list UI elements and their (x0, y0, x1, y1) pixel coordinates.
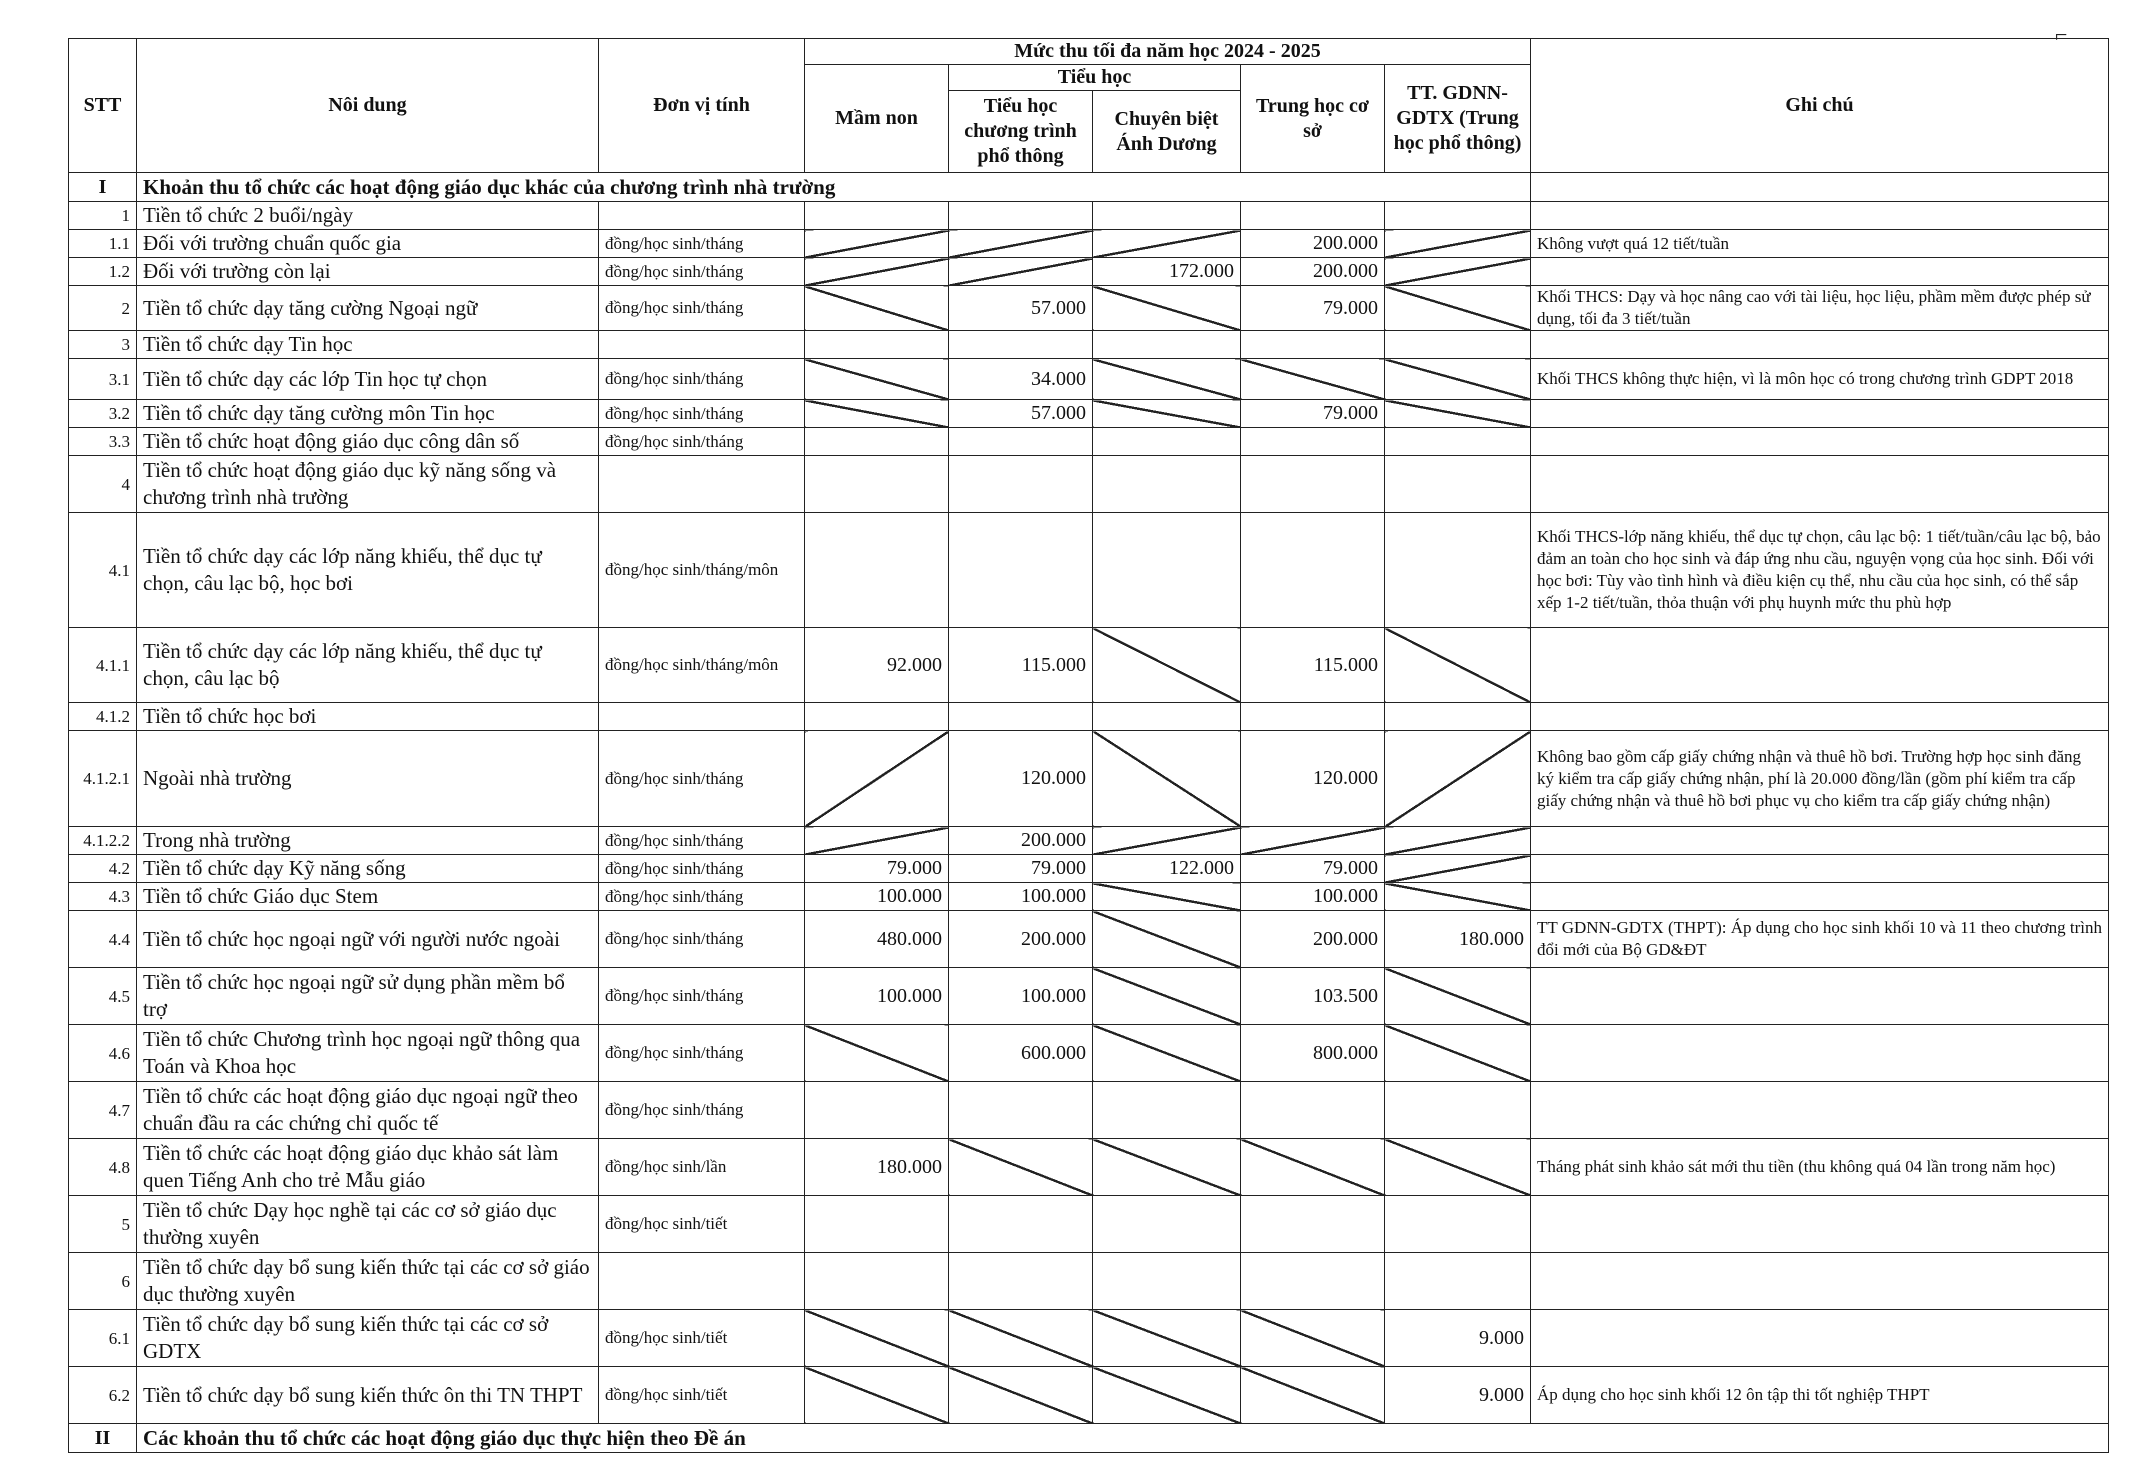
fee-cell-th (949, 202, 1093, 230)
row-unit: đồng/học sinh/tháng (599, 400, 805, 428)
row-note (1531, 1082, 2109, 1139)
table-row (69, 1139, 2109, 1196)
fee-cell-cb (1093, 1082, 1241, 1139)
row-note (1531, 1310, 2109, 1367)
fee-cell-mn (805, 258, 949, 286)
fee-cell-mn (805, 428, 949, 456)
row-stt: 4.3 (69, 883, 137, 911)
fee-cell-thcs (1241, 513, 1385, 628)
section-stt: II (69, 1424, 137, 1453)
row-unit: đồng/học sinh/tiết (599, 1196, 805, 1253)
fee-cell-mn: 100.000 (805, 968, 949, 1025)
row-note (1531, 703, 2109, 731)
row-note (1531, 258, 2109, 286)
table-row (69, 731, 2109, 827)
row-note: TT GDNN-GDTX (THPT): Áp dụng cho học sinh khối 10 và 11 theo chương trình đổi mới của Bộ GD&ĐT (1531, 911, 2109, 968)
fee-cell-thcs: 79.000 (1241, 286, 1385, 331)
fee-cell-gd (1385, 428, 1531, 456)
header-gdnn: TT. GDNN-GDTX (Trung học phổ thông) (1385, 65, 1531, 173)
row-unit: đồng/học sinh/tháng (599, 911, 805, 968)
row-stt: 6 (69, 1253, 137, 1310)
row-unit: đồng/học sinh/tháng/môn (599, 628, 805, 703)
section-row (69, 1424, 2109, 1453)
header-max-fee: Mức thu tối đa năm học 2024 - 2025 (805, 39, 1531, 65)
fee-cell-gd (1385, 286, 1531, 331)
fee-cell-th (949, 331, 1093, 359)
fee-cell-mn (805, 703, 949, 731)
table-row (69, 1082, 2109, 1139)
fee-cell-thcs: 79.000 (1241, 400, 1385, 428)
row-content: Tiền tổ chức dạy các lớp năng khiếu, thể dục tự chọn, câu lạc bộ (137, 628, 599, 703)
row-note: Áp dụng cho học sinh khối 12 ôn tập thi tốt nghiệp THPT (1531, 1367, 2109, 1424)
row-unit: đồng/học sinh/tháng (599, 731, 805, 827)
fee-cell-thcs (1241, 827, 1385, 855)
table-row (69, 359, 2109, 400)
row-stt: 3.1 (69, 359, 137, 400)
row-stt: 2 (69, 286, 137, 331)
row-stt: 3 (69, 331, 137, 359)
fee-cell-th: 57.000 (949, 400, 1093, 428)
section-stt: I (69, 173, 137, 202)
table-row (69, 400, 2109, 428)
fee-cell-th: 79.000 (949, 855, 1093, 883)
fee-cell-th (949, 1253, 1093, 1310)
fee-cell-mn (805, 456, 949, 513)
fee-cell-mn (805, 1253, 949, 1310)
fee-cell-th (949, 513, 1093, 628)
header-content: Nôi dung (137, 39, 599, 173)
fee-cell-thcs (1241, 1310, 1385, 1367)
row-note (1531, 1253, 2109, 1310)
row-unit (599, 456, 805, 513)
fee-cell-gd: 9.000 (1385, 1310, 1531, 1367)
table-body (69, 173, 2109, 1453)
fee-cell-cb (1093, 628, 1241, 703)
fee-cell-th: 115.000 (949, 628, 1093, 703)
fee-cell-cb (1093, 1196, 1241, 1253)
table-header (69, 39, 2109, 173)
fee-cell-thcs (1241, 428, 1385, 456)
row-unit: đồng/học sinh/tháng (599, 855, 805, 883)
fee-cell-cb (1093, 827, 1241, 855)
table-row (69, 855, 2109, 883)
row-unit (599, 703, 805, 731)
row-unit: đồng/học sinh/tiết (599, 1367, 805, 1424)
fee-cell-cb (1093, 1025, 1241, 1082)
fee-cell-thcs (1241, 1082, 1385, 1139)
row-stt: 4.8 (69, 1139, 137, 1196)
fee-cell-mn: 100.000 (805, 883, 949, 911)
fee-cell-mn (805, 286, 949, 331)
fee-cell-gd (1385, 230, 1531, 258)
row-content: Đối với trường chuẩn quốc gia (137, 230, 599, 258)
header-unit: Đơn vị tính (599, 39, 805, 173)
fee-cell-cb (1093, 1310, 1241, 1367)
fee-cell-thcs (1241, 331, 1385, 359)
table-row (69, 628, 2109, 703)
table-row (69, 703, 2109, 731)
row-unit (599, 1253, 805, 1310)
fee-cell-gd (1385, 628, 1531, 703)
fee-cell-cb (1093, 883, 1241, 911)
fee-cell-mn (805, 1310, 949, 1367)
fee-cell-gd (1385, 827, 1531, 855)
table-row (69, 911, 2109, 968)
row-stt: 4.1 (69, 513, 137, 628)
row-content: Tiền tổ chức các hoạt động giáo dục ngoại ngữ theo chuẩn đầu ra các chứng chỉ quốc tế (137, 1082, 599, 1139)
section-note-cell (1531, 173, 2109, 202)
fee-cell-gd (1385, 331, 1531, 359)
row-note (1531, 1196, 2109, 1253)
fee-cell-gd (1385, 456, 1531, 513)
row-stt: 5 (69, 1196, 137, 1253)
fee-cell-mn (805, 513, 949, 628)
fee-cell-gd (1385, 513, 1531, 628)
table-row (69, 1310, 2109, 1367)
fee-cell-th: 120.000 (949, 731, 1093, 827)
row-content: Tiền tổ chức học bơi (137, 703, 599, 731)
fee-cell-cb (1093, 968, 1241, 1025)
fee-cell-gd (1385, 359, 1531, 400)
fee-cell-cb (1093, 400, 1241, 428)
fee-cell-th (949, 703, 1093, 731)
table-row (69, 1025, 2109, 1082)
row-note (1531, 827, 2109, 855)
header-primary-general: Tiểu học chương trình phổ thông (949, 91, 1093, 173)
fee-cell-gd: 180.000 (1385, 911, 1531, 968)
fee-cell-gd (1385, 1082, 1531, 1139)
row-note: Khối THCS-lớp năng khiếu, thể dục tự chọn, câu lạc bộ: 1 tiết/tuần/câu lạc bộ, bảo đảm an toàn cho học sinh và đáp ứng nhu cầu, nguyện vọng của học sinh. Đối với học bơi: Tùy vào tình hình và điều kiện cụ thể, nhu cầu của học sinh, có thể sắp xếp 1-2 tiết/tuần, thỏa thuận với phụ huynh mức thu phù hợp (1531, 513, 2109, 628)
row-stt: 4.5 (69, 968, 137, 1025)
row-unit: đồng/học sinh/tháng (599, 883, 805, 911)
fee-cell-gd (1385, 883, 1531, 911)
fee-cell-mn: 480.000 (805, 911, 949, 968)
header-secondary: Trung học cơ sở (1241, 65, 1385, 173)
fee-cell-gd (1385, 731, 1531, 827)
fee-cell-mn: 180.000 (805, 1139, 949, 1196)
table-row (69, 202, 2109, 230)
header-preschool: Mầm non (805, 65, 949, 173)
fee-cell-thcs: 200.000 (1241, 230, 1385, 258)
row-note (1531, 331, 2109, 359)
row-note (1531, 968, 2109, 1025)
fee-cell-th (949, 230, 1093, 258)
row-note (1531, 428, 2109, 456)
row-content: Đối với trường còn lại (137, 258, 599, 286)
fee-cell-gd (1385, 1025, 1531, 1082)
row-unit: đồng/học sinh/tháng (599, 230, 805, 258)
fee-cell-mn (805, 1082, 949, 1139)
fee-cell-mn: 92.000 (805, 628, 949, 703)
row-unit: đồng/học sinh/tháng (599, 286, 805, 331)
fee-cell-th: 200.000 (949, 911, 1093, 968)
fee-cell-thcs: 79.000 (1241, 855, 1385, 883)
fee-cell-thcs: 800.000 (1241, 1025, 1385, 1082)
row-note: Khối THCS: Dạy và học nâng cao với tài liệu, học liệu, phầm mềm được phép sử dụng, tối đa 3 tiết/tuần (1531, 286, 2109, 331)
row-unit: đồng/học sinh/tháng (599, 827, 805, 855)
row-unit: đồng/học sinh/tháng (599, 258, 805, 286)
fee-cell-thcs (1241, 1367, 1385, 1424)
row-content: Tiền tổ chức dạy các lớp Tin học tự chọn (137, 359, 599, 400)
row-stt: 3.3 (69, 428, 137, 456)
row-stt: 4.1.2.1 (69, 731, 137, 827)
corner-mark: ⌐ (2055, 22, 2068, 47)
fee-cell-gd (1385, 703, 1531, 731)
fee-cell-thcs: 200.000 (1241, 258, 1385, 286)
fee-cell-cb (1093, 359, 1241, 400)
fee-cell-th: 600.000 (949, 1025, 1093, 1082)
fee-cell-mn (805, 1367, 949, 1424)
row-content: Tiền tổ chức hoạt động giáo dục kỹ năng sống và chương trình nhà trường (137, 456, 599, 513)
table-row (69, 1367, 2109, 1424)
fee-cell-th: 57.000 (949, 286, 1093, 331)
fee-cell-cb (1093, 703, 1241, 731)
fee-cell-cb (1093, 1139, 1241, 1196)
fee-cell-cb (1093, 513, 1241, 628)
row-unit: đồng/học sinh/tiết (599, 1310, 805, 1367)
row-content: Tiền tổ chức Dạy học nghề tại các cơ sở giáo dục thường xuyên (137, 1196, 599, 1253)
table-row (69, 230, 2109, 258)
header-note: Ghi chú (1531, 39, 2109, 173)
row-content: Tiền tổ chức hoạt động giáo dục công dân số (137, 428, 599, 456)
row-stt: 1.1 (69, 230, 137, 258)
row-note (1531, 1025, 2109, 1082)
row-content: Tiền tổ chức dạy tăng cường Ngoại ngữ (137, 286, 599, 331)
fee-cell-cb (1093, 230, 1241, 258)
fee-cell-thcs (1241, 703, 1385, 731)
table-row (69, 1196, 2109, 1253)
fee-cell-cb (1093, 1253, 1241, 1310)
row-unit: đồng/học sinh/tháng (599, 1025, 805, 1082)
row-unit: đồng/học sinh/tháng (599, 359, 805, 400)
fee-cell-thcs: 103.500 (1241, 968, 1385, 1025)
table-row (69, 1253, 2109, 1310)
fee-cell-mn (805, 827, 949, 855)
fee-cell-thcs (1241, 1196, 1385, 1253)
fee-cell-gd (1385, 1196, 1531, 1253)
fee-cell-cb (1093, 331, 1241, 359)
table-row (69, 883, 2109, 911)
row-stt: 6.2 (69, 1367, 137, 1424)
row-content: Tiền tổ chức dạy Tin học (137, 331, 599, 359)
row-unit (599, 331, 805, 359)
row-note: Tháng phát sinh khảo sát mới thu tiền (thu không quá 04 lần trong năm học) (1531, 1139, 2109, 1196)
fee-cell-cb (1093, 202, 1241, 230)
fee-cell-thcs (1241, 359, 1385, 400)
row-note (1531, 202, 2109, 230)
row-stt: 4.1.1 (69, 628, 137, 703)
row-stt: 4.6 (69, 1025, 137, 1082)
row-stt: 4.1.2.2 (69, 827, 137, 855)
row-stt: 1 (69, 202, 137, 230)
row-stt: 4.4 (69, 911, 137, 968)
fee-cell-th: 200.000 (949, 827, 1093, 855)
row-unit: đồng/học sinh/tháng (599, 1082, 805, 1139)
fee-cell-gd (1385, 1139, 1531, 1196)
fee-cell-th (949, 1196, 1093, 1253)
row-content: Tiền tổ chức dạy bổ sung kiến thức tại các cơ sở GDTX (137, 1310, 599, 1367)
fee-cell-gd: 9.000 (1385, 1367, 1531, 1424)
fee-cell-cb: 172.000 (1093, 258, 1241, 286)
row-content: Tiền tổ chức 2 buổi/ngày (137, 202, 599, 230)
row-unit: đồng/học sinh/tháng (599, 428, 805, 456)
fee-cell-th (949, 428, 1093, 456)
row-content: Tiền tổ chức dạy bổ sung kiến thức ôn thi TN THPT (137, 1367, 599, 1424)
fee-cell-th (949, 1367, 1093, 1424)
row-note (1531, 628, 2109, 703)
row-content: Tiền tổ chức dạy bổ sung kiến thức tại các cơ sở giáo dục thường xuyên (137, 1253, 599, 1310)
table-row (69, 456, 2109, 513)
fee-cell-mn (805, 1196, 949, 1253)
fee-cell-thcs: 200.000 (1241, 911, 1385, 968)
section-title: Khoản thu tổ chức các hoạt động giáo dục khác của chương trình nhà trường (137, 173, 1531, 202)
fee-cell-th (949, 1310, 1093, 1367)
table-row (69, 513, 2109, 628)
row-note (1531, 400, 2109, 428)
row-stt: 6.1 (69, 1310, 137, 1367)
fee-cell-gd (1385, 202, 1531, 230)
row-content: Tiền tổ chức học ngoại ngữ với người nước ngoài (137, 911, 599, 968)
fee-cell-thcs (1241, 202, 1385, 230)
table-row (69, 968, 2109, 1025)
row-note: Khối THCS không thực hiện, vì là môn học có trong chương trình GDPT 2018 (1531, 359, 2109, 400)
row-stt: 4 (69, 456, 137, 513)
row-stt: 4.1.2 (69, 703, 137, 731)
row-note (1531, 855, 2109, 883)
fee-cell-thcs (1241, 456, 1385, 513)
table-row (69, 428, 2109, 456)
fee-cell-mn (805, 731, 949, 827)
row-content: Trong nhà trường (137, 827, 599, 855)
fee-cell-thcs: 100.000 (1241, 883, 1385, 911)
fee-cell-cb (1093, 428, 1241, 456)
fee-cell-gd (1385, 968, 1531, 1025)
row-content: Tiền tổ chức dạy Kỹ năng sống (137, 855, 599, 883)
section-row (69, 173, 2109, 202)
row-note (1531, 456, 2109, 513)
fee-cell-th: 34.000 (949, 359, 1093, 400)
row-stt: 4.2 (69, 855, 137, 883)
fee-cell-gd (1385, 400, 1531, 428)
row-stt: 3.2 (69, 400, 137, 428)
table-row (69, 286, 2109, 331)
fee-cell-thcs (1241, 1139, 1385, 1196)
fee-cell-th (949, 258, 1093, 286)
row-stt: 4.7 (69, 1082, 137, 1139)
row-content: Ngoài nhà trường (137, 731, 599, 827)
fee-cell-mn (805, 202, 949, 230)
row-note (1531, 883, 2109, 911)
fee-cell-mn (805, 400, 949, 428)
row-content: Tiền tổ chức Giáo dục Stem (137, 883, 599, 911)
row-unit: đồng/học sinh/tháng/môn (599, 513, 805, 628)
row-content: Tiền tổ chức dạy các lớp năng khiếu, thể dục tự chọn, câu lạc bộ, học bơi (137, 513, 599, 628)
row-content: Tiền tổ chức Chương trình học ngoại ngữ thông qua Toán và Khoa học (137, 1025, 599, 1082)
header-primary: Tiểu học (949, 65, 1241, 91)
header-primary-special: Chuyên biệt Ánh Dương (1093, 91, 1241, 173)
row-content: Tiền tổ chức dạy tăng cường môn Tin học (137, 400, 599, 428)
fee-cell-th (949, 1082, 1093, 1139)
fee-table (68, 38, 2109, 1453)
fee-cell-cb (1093, 1367, 1241, 1424)
fee-cell-thcs (1241, 1253, 1385, 1310)
table-row (69, 827, 2109, 855)
table-row (69, 258, 2109, 286)
fee-cell-mn (805, 1025, 949, 1082)
row-content: Tiền tổ chức học ngoại ngữ sử dụng phần mềm bổ trợ (137, 968, 599, 1025)
fee-cell-th (949, 1139, 1093, 1196)
row-unit (599, 202, 805, 230)
row-note: Không bao gồm cấp giấy chứng nhận và thuê hồ bơi. Trường hợp học sinh đăng ký kiểm tra cấp giấy chứng nhận, phí là 20.000 đồng/lần (gồm phí kiểm tra cấp giấy chứng nhận và thuê hồ bơi phục vụ cho kiểm tra cấp giấy chứng nhận) (1531, 731, 2109, 827)
fee-cell-gd (1385, 855, 1531, 883)
fee-cell-mn (805, 230, 949, 258)
fee-cell-thcs: 115.000 (1241, 628, 1385, 703)
row-content: Tiền tổ chức các hoạt động giáo dục khảo sát làm quen Tiếng Anh cho trẻ Mẫu giáo (137, 1139, 599, 1196)
fee-cell-mn (805, 331, 949, 359)
table-row (69, 331, 2109, 359)
fee-cell-gd (1385, 258, 1531, 286)
fee-cell-thcs: 120.000 (1241, 731, 1385, 827)
fee-cell-cb (1093, 286, 1241, 331)
fee-cell-th (949, 456, 1093, 513)
fee-cell-cb (1093, 456, 1241, 513)
header-stt: STT (69, 39, 137, 173)
row-note: Không vượt quá 12 tiết/tuần (1531, 230, 2109, 258)
row-unit: đồng/học sinh/tháng (599, 968, 805, 1025)
fee-cell-cb: 122.000 (1093, 855, 1241, 883)
fee-cell-cb (1093, 731, 1241, 827)
fee-cell-th: 100.000 (949, 883, 1093, 911)
fee-cell-gd (1385, 1253, 1531, 1310)
fee-cell-mn: 79.000 (805, 855, 949, 883)
fee-cell-cb (1093, 911, 1241, 968)
row-stt: 1.2 (69, 258, 137, 286)
fee-cell-mn (805, 359, 949, 400)
row-unit: đồng/học sinh/lần (599, 1139, 805, 1196)
section-title: Các khoản thu tổ chức các hoạt động giáo dục thực hiện theo Đề án (137, 1424, 2109, 1453)
fee-cell-th: 100.000 (949, 968, 1093, 1025)
